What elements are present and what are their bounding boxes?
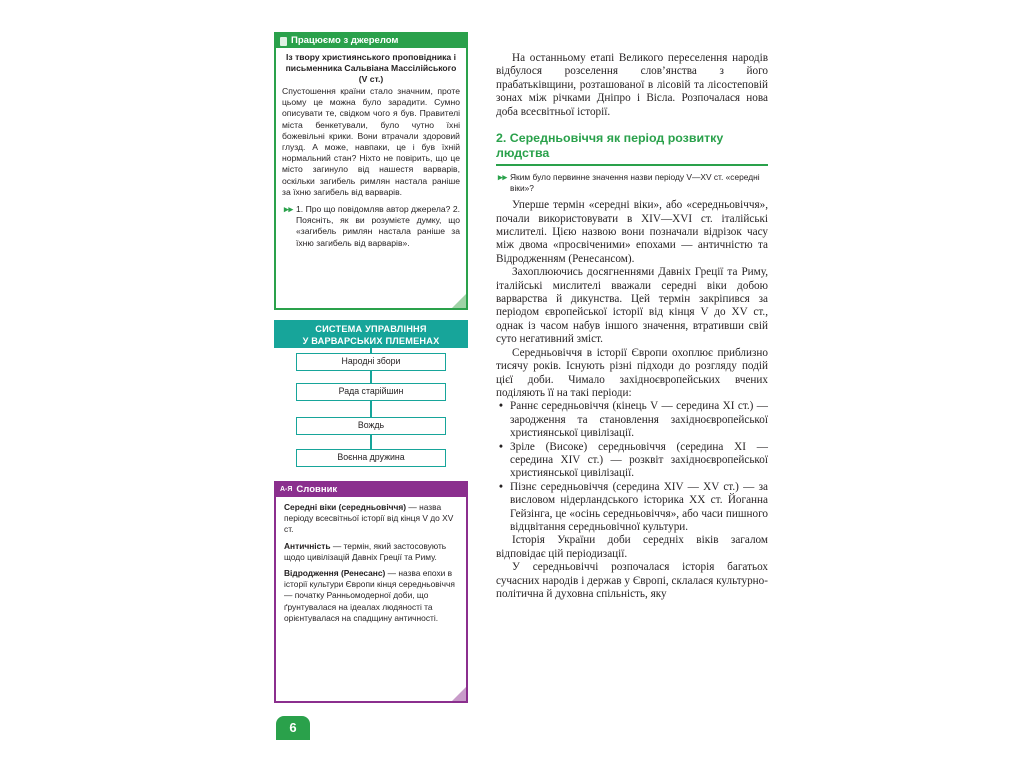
- source-box-header: [276, 34, 466, 48]
- source-text: Спустошення країни стало значним, проте цьому це можна було зарадити. Сумно описувати те, свідком чого я був. Правителі міста бенкетували, було чутно їхні божевільні крики. Вони втрачали здоровий глузд. А може, навпаки, це і був їхній нормальний стан? Ніхто не повірить, що це місто загинуло від нашестя варварів, оскільки загибель римлян настала раніше за їхню загибель від варварів.: [282, 86, 460, 197]
- double-arrow-icon: ▸▸: [498, 172, 508, 183]
- glossary-definition: — назва періоду всесвітньої історії від кінця V до XV ст.: [284, 502, 454, 535]
- system-header-line2: У ВАРВАРСЬКИХ ПЛЕМЕНАХ: [302, 336, 440, 346]
- glossary-entry: [276, 541, 466, 563]
- page-number: 6: [276, 716, 310, 740]
- paragraph: Історія України доби середніх віків загалом відповідає цій періодизації.: [496, 534, 768, 560]
- system-item-war-band: Воєнна дружина: [296, 449, 446, 467]
- bullet-item: • Пізнє середньовіччя (середина XIV — XV ст.) — за висловом нідерландського історика XX ст. Йоганна Гейзінга, це «осінь середньовіччя», або часи пишного відцвітання середньовічної культури.: [496, 481, 768, 535]
- source-title: Із твору християнського проповідника і письменника Сальвіана Массілійського (V ст.): [285, 52, 457, 84]
- connector-line: [370, 401, 372, 417]
- bullet-item: • Раннє середньовіччя (кінець V — середина XI ст.) — зародження та становлення західноєвропейської християнської цивілізації.: [496, 400, 768, 440]
- glossary-header-label: Словник: [296, 484, 338, 495]
- source-box: [274, 32, 468, 310]
- system-item-council-elders: Рада старійшин: [296, 383, 446, 401]
- glossary-box: [274, 481, 468, 703]
- paragraph: Середньовіччя в історії Європи охоплює приблизно тисячу років. Існують різні підходи до розгляду подій цієї доби. Чимало західноєвропейських вчених поділяють її на такі періоди:: [496, 346, 768, 399]
- section-question-text: Яким було первинне значення назви періоду V—XV ст. «середні віки»?: [510, 172, 760, 193]
- bullet-item: • Зріле (Високе) середньовіччя (середина XI — середина XIV ст.) — розквіт західноєвропейської християнської цивілізації.: [496, 441, 768, 481]
- source-question: [276, 204, 466, 249]
- section-title: 2. Середньовіччя як період розвитку людства: [496, 131, 768, 166]
- glossary-term: Античність: [284, 540, 331, 551]
- corner-decoration: [452, 294, 466, 308]
- system-header: [274, 320, 468, 348]
- system-header-line1: СИСТЕМА УПРАВЛІННЯ: [315, 324, 427, 334]
- glossary-entry: [276, 568, 466, 624]
- system-item-people-assembly: Народні збори: [296, 353, 446, 371]
- main-text-column: [496, 52, 768, 601]
- book-icon: [280, 37, 287, 46]
- connector-line: [370, 435, 372, 449]
- paragraph: У середньовіччі розпочалася історія багатьох сучасних народів і держав у Європі, склалася культурно-політична й духовна спільність, яку: [496, 561, 768, 600]
- paragraph: Захоплюючись досягненнями Давніх Греції та Риму, італійські мислителі вважали середні віки добою варварства й дикунства. Цей термін закріпився за періодом європейської історії від кінця V до XV ст., однак із часом набув іншого значення, втративши свій суто негативний зміст.: [496, 266, 768, 346]
- corner-decoration: [452, 687, 466, 701]
- system-item-chief: Вождь: [296, 417, 446, 435]
- connector-line: [370, 371, 372, 383]
- glossary-header: [276, 483, 466, 497]
- glossary-definition: — назва епохи в історії культури Європи кінця середньовіччя — початку Ранньомодерної доби, що ґрунтувалася на ідеалах людяності та орієнтувалася на спадщину античності.: [284, 568, 455, 623]
- source-question-text: 1. Про що повідомляв автор джерела? 2. Поясніть, як ви розумієте думку, що «загибель римлян настала раніше за їхню загибель від варварів».: [296, 204, 460, 248]
- paragraph: Уперше термін «середні віки», або «середньовіччя», почали використовувати в XIV—XVI ст. італійські мислителі. Цією назвою вони позначали відрізок часу між двома «просвіченими» епохами — античністю та Відродженням (Ренесансом).: [496, 199, 768, 265]
- source-box-header-label: Працюємо з джерелом: [291, 35, 399, 46]
- glossary-term: Середні віки (середньовіччя): [284, 502, 407, 512]
- glossary-definition: — термін, який застосовують щодо цивілізацій Давніх Греції та Риму.: [284, 540, 447, 562]
- glossary-term: Відродження (Ренесанс): [284, 568, 386, 579]
- section-question: [496, 172, 768, 193]
- textbook-page: [268, 28, 780, 740]
- dictionary-icon: А-Я: [280, 486, 293, 493]
- intro-paragraph: На останньому етапі Великого переселення народів відбулося розселення слов’янства з його прабатьківщини, розташованої в лісовій та лісостеповій зонах між річками Дніпро і Вісла. Розпочалася нова доба всесвітньої історії.: [496, 52, 768, 118]
- double-arrow-icon: ▸▸: [284, 204, 294, 215]
- glossary-entry: [276, 502, 466, 536]
